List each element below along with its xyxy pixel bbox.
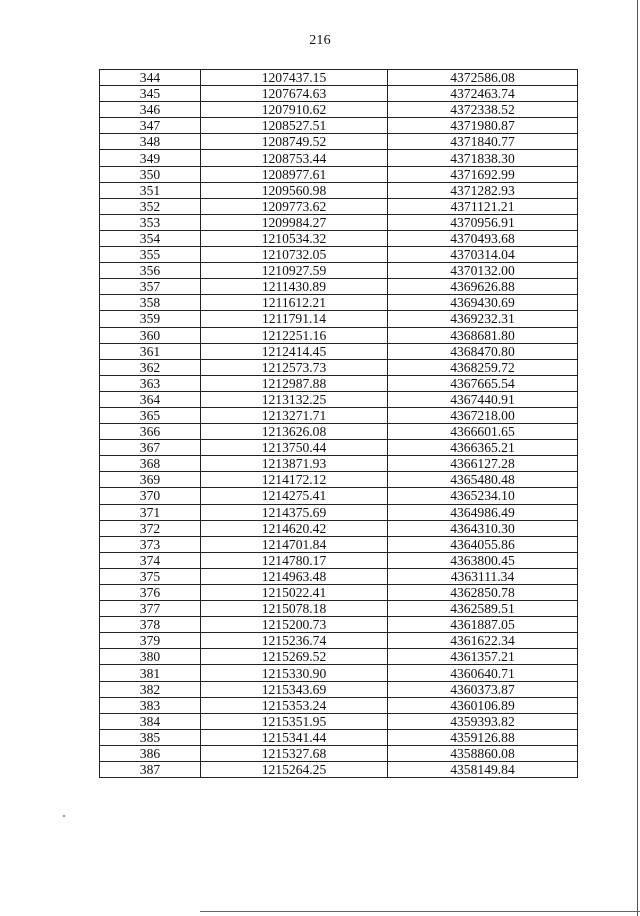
x-coordinate-cell: 1211791.14 [201,311,388,327]
point-number-cell: 349 [100,150,201,166]
point-number-cell: 366 [100,424,201,440]
x-coordinate-cell: 1213132.25 [201,391,388,407]
y-coordinate-cell: 4365234.10 [388,488,578,504]
x-coordinate-cell: 1215341.44 [201,729,388,745]
table-row [100,375,578,391]
x-coordinate-cell: 1212987.88 [201,375,388,391]
y-coordinate-cell: 4361887.05 [388,617,578,633]
point-number-cell: 387 [100,762,201,778]
y-coordinate-cell: 4365480.48 [388,472,578,488]
y-coordinate-cell: 4367218.00 [388,407,578,423]
table-row [100,295,578,311]
x-coordinate-cell: 1215351.95 [201,713,388,729]
table-row [100,488,578,504]
point-number-cell: 364 [100,391,201,407]
x-coordinate-cell: 1208749.52 [201,134,388,150]
point-number-cell: 370 [100,488,201,504]
x-coordinate-cell: 1214172.12 [201,472,388,488]
y-coordinate-cell: 4363111.34 [388,568,578,584]
x-coordinate-cell: 1214780.17 [201,552,388,568]
table-row [100,391,578,407]
table-row [100,585,578,601]
y-coordinate-cell: 4369430.69 [388,295,578,311]
point-number-cell: 363 [100,375,201,391]
coordinates-table-body [100,70,578,778]
x-coordinate-cell: 1209773.62 [201,198,388,214]
y-coordinate-cell: 4362589.51 [388,601,578,617]
table-row [100,359,578,375]
point-number-cell: 373 [100,536,201,552]
x-coordinate-cell: 1215236.74 [201,633,388,649]
table-row [100,617,578,633]
table-row [100,424,578,440]
point-number-cell: 384 [100,713,201,729]
x-coordinate-cell: 1215330.90 [201,665,388,681]
x-coordinate-cell: 1215078.18 [201,601,388,617]
y-coordinate-cell: 4360640.71 [388,665,578,681]
point-number-cell: 386 [100,745,201,761]
x-coordinate-cell: 1207437.15 [201,70,388,86]
x-coordinate-cell: 1212573.73 [201,359,388,375]
table-row [100,279,578,295]
y-coordinate-cell: 4364055.86 [388,536,578,552]
table-row [100,214,578,230]
point-number-cell: 382 [100,681,201,697]
table-row [100,263,578,279]
point-number-cell: 383 [100,697,201,713]
point-number-cell: 375 [100,568,201,584]
point-number-cell: 380 [100,649,201,665]
table-row [100,649,578,665]
coordinates-table [99,69,578,778]
y-coordinate-cell: 4371838.30 [388,150,578,166]
point-number-cell: 345 [100,86,201,102]
point-number-cell: 371 [100,504,201,520]
y-coordinate-cell: 4372338.52 [388,102,578,118]
x-coordinate-cell: 1211612.21 [201,295,388,311]
table-row [100,150,578,166]
x-coordinate-cell: 1210732.05 [201,247,388,263]
table-row [100,70,578,86]
table-row [100,230,578,246]
scan-edge-right [637,0,638,916]
point-number-cell: 361 [100,343,201,359]
scan-speck [63,815,65,817]
table-row [100,198,578,214]
table-row [100,456,578,472]
x-coordinate-cell: 1215022.41 [201,585,388,601]
table-row [100,182,578,198]
table-row [100,247,578,263]
table-row [100,762,578,778]
y-coordinate-cell: 4362850.78 [388,585,578,601]
y-coordinate-cell: 4360373.87 [388,681,578,697]
y-coordinate-cell: 4360106.89 [388,697,578,713]
y-coordinate-cell: 4371692.99 [388,166,578,182]
y-coordinate-cell: 4364986.49 [388,504,578,520]
point-number-cell: 376 [100,585,201,601]
x-coordinate-cell: 1211430.89 [201,279,388,295]
x-coordinate-cell: 1208977.61 [201,166,388,182]
y-coordinate-cell: 4369626.88 [388,279,578,295]
point-number-cell: 367 [100,440,201,456]
table-row [100,745,578,761]
y-coordinate-cell: 4369232.31 [388,311,578,327]
table-row [100,311,578,327]
y-coordinate-cell: 4371282.93 [388,182,578,198]
y-coordinate-cell: 4359393.82 [388,713,578,729]
table-row [100,713,578,729]
x-coordinate-cell: 1209984.27 [201,214,388,230]
x-coordinate-cell: 1213626.08 [201,424,388,440]
x-coordinate-cell: 1208527.51 [201,118,388,134]
y-coordinate-cell: 4372463.74 [388,86,578,102]
y-coordinate-cell: 4363800.45 [388,552,578,568]
point-number-cell: 377 [100,601,201,617]
x-coordinate-cell: 1213271.71 [201,407,388,423]
y-coordinate-cell: 4359126.88 [388,729,578,745]
point-number-cell: 355 [100,247,201,263]
y-coordinate-cell: 4370956.91 [388,214,578,230]
y-coordinate-cell: 4366365.21 [388,440,578,456]
point-number-cell: 354 [100,230,201,246]
point-number-cell: 358 [100,295,201,311]
x-coordinate-cell: 1213871.93 [201,456,388,472]
point-number-cell: 353 [100,214,201,230]
point-number-cell: 385 [100,729,201,745]
x-coordinate-cell: 1214620.42 [201,520,388,536]
x-coordinate-cell: 1210927.59 [201,263,388,279]
table-row [100,134,578,150]
x-coordinate-cell: 1214701.84 [201,536,388,552]
point-number-cell: 346 [100,102,201,118]
y-coordinate-cell: 4366601.65 [388,424,578,440]
x-coordinate-cell: 1215353.24 [201,697,388,713]
point-number-cell: 351 [100,182,201,198]
x-coordinate-cell: 1215200.73 [201,617,388,633]
scan-edge-bottom [200,911,640,912]
point-number-cell: 356 [100,263,201,279]
x-coordinate-cell: 1215264.25 [201,762,388,778]
y-coordinate-cell: 4367665.54 [388,375,578,391]
y-coordinate-cell: 4370132.00 [388,263,578,279]
table-row [100,86,578,102]
point-number-cell: 350 [100,166,201,182]
x-coordinate-cell: 1215343.69 [201,681,388,697]
table-row [100,472,578,488]
table-row [100,697,578,713]
x-coordinate-cell: 1210534.32 [201,230,388,246]
x-coordinate-cell: 1212414.45 [201,343,388,359]
y-coordinate-cell: 4368681.80 [388,327,578,343]
y-coordinate-cell: 4358149.84 [388,762,578,778]
x-coordinate-cell: 1209560.98 [201,182,388,198]
table-row [100,118,578,134]
x-coordinate-cell: 1207910.62 [201,102,388,118]
table-row [100,536,578,552]
table-row [100,102,578,118]
table-row [100,407,578,423]
table-row [100,568,578,584]
x-coordinate-cell: 1208753.44 [201,150,388,166]
table-row [100,327,578,343]
point-number-cell: 348 [100,134,201,150]
page-number: 216 [309,33,331,48]
table-row [100,440,578,456]
table-row [100,343,578,359]
table-row [100,681,578,697]
y-coordinate-cell: 4368259.72 [388,359,578,375]
y-coordinate-cell: 4367440.91 [388,391,578,407]
y-coordinate-cell: 4368470.80 [388,343,578,359]
table-row [100,504,578,520]
point-number-cell: 359 [100,311,201,327]
y-coordinate-cell: 4372586.08 [388,70,578,86]
table-row [100,633,578,649]
point-number-cell: 379 [100,633,201,649]
y-coordinate-cell: 4366127.28 [388,456,578,472]
point-number-cell: 347 [100,118,201,134]
table-row [100,166,578,182]
y-coordinate-cell: 4370314.04 [388,247,578,263]
table-row [100,552,578,568]
x-coordinate-cell: 1215327.68 [201,745,388,761]
table-row [100,601,578,617]
y-coordinate-cell: 4371980.87 [388,118,578,134]
table-row [100,520,578,536]
point-number-cell: 362 [100,359,201,375]
y-coordinate-cell: 4361622.34 [388,633,578,649]
point-number-cell: 365 [100,407,201,423]
y-coordinate-cell: 4370493.68 [388,230,578,246]
x-coordinate-cell: 1215269.52 [201,649,388,665]
point-number-cell: 368 [100,456,201,472]
y-coordinate-cell: 4358860.08 [388,745,578,761]
point-number-cell: 374 [100,552,201,568]
x-coordinate-cell: 1214963.48 [201,568,388,584]
point-number-cell: 378 [100,617,201,633]
table-row [100,729,578,745]
point-number-cell: 360 [100,327,201,343]
point-number-cell: 369 [100,472,201,488]
x-coordinate-cell: 1207674.63 [201,86,388,102]
point-number-cell: 381 [100,665,201,681]
y-coordinate-cell: 4371121.21 [388,198,578,214]
point-number-cell: 344 [100,70,201,86]
y-coordinate-cell: 4361357.21 [388,649,578,665]
x-coordinate-cell: 1212251.16 [201,327,388,343]
y-coordinate-cell: 4371840.77 [388,134,578,150]
y-coordinate-cell: 4364310.30 [388,520,578,536]
x-coordinate-cell: 1213750.44 [201,440,388,456]
point-number-cell: 372 [100,520,201,536]
x-coordinate-cell: 1214375.69 [201,504,388,520]
table-row [100,665,578,681]
point-number-cell: 352 [100,198,201,214]
point-number-cell: 357 [100,279,201,295]
x-coordinate-cell: 1214275.41 [201,488,388,504]
